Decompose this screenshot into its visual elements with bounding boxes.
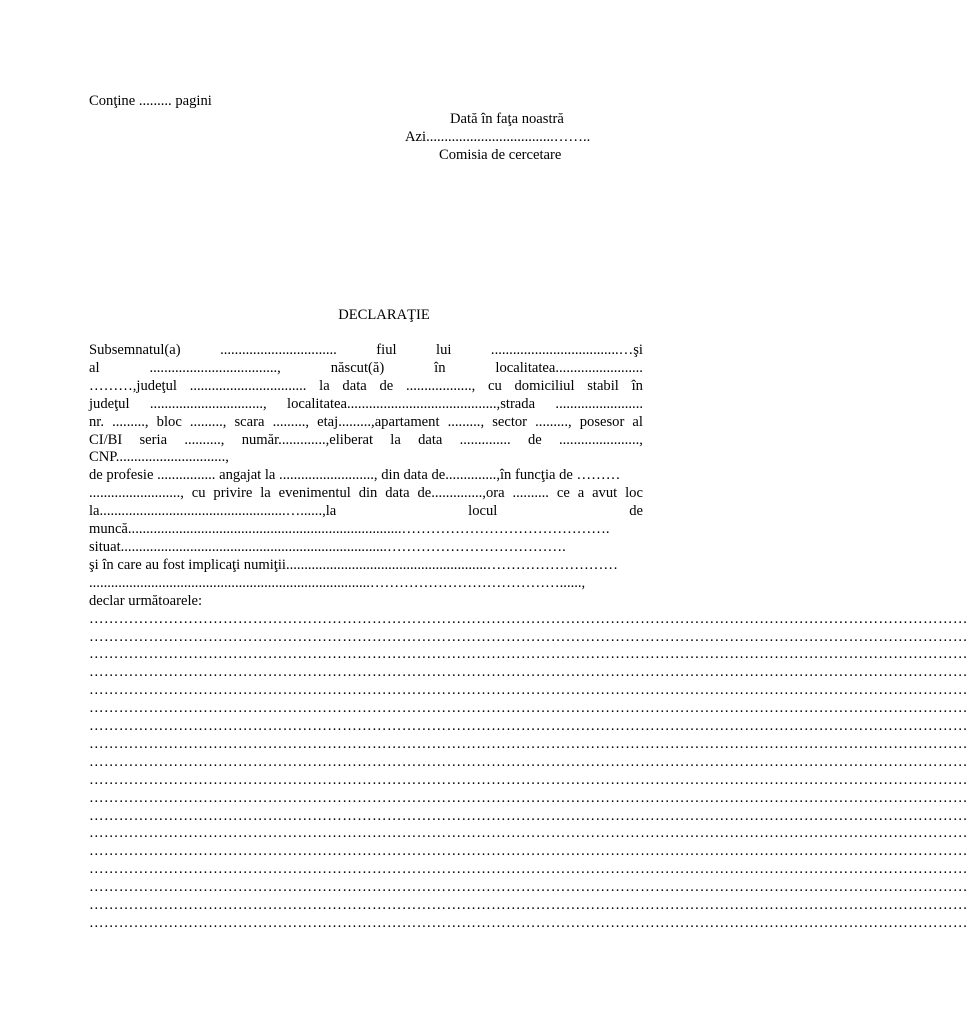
dotted-line: ……………………………………………………………………………………………………………………………………………………………	[89, 718, 968, 735]
dotted-line: ……………………………………………………………………………………………………………………………………………………………	[89, 735, 968, 752]
document-title: DECLARAŢIE	[338, 307, 430, 323]
body-line: de profesie ................ angajat la .........................., din data de..............,în funcţia de ………	[89, 467, 621, 484]
given-before-us-line: Dată în faţa noastră	[450, 111, 564, 127]
dotted-line: ……………………………………………………………………………………………………………………………………………………………	[89, 861, 968, 878]
dotted-line: ……………………………………………………………………………………………………………………………………………………………	[89, 682, 968, 699]
body-line: CI/BI seria .........., număr.............,eliberat la data .............. de ......................,	[89, 431, 643, 448]
dotted-line: ……………………………………………………………………………………………………………………………………………………………	[89, 807, 968, 824]
body-line: CNP..............................,	[89, 449, 229, 466]
dotted-line: ……………………………………………………………………………………………………………………………………………………………	[89, 700, 968, 717]
dotted-line: ……………………………………………………………………………………………………………………………………………………………	[89, 646, 968, 663]
body-line: ........................., cu privire la evenimentul din data de..............,ora .......... ce a avut loc	[89, 485, 643, 502]
body-line: ………,judeţul ................................ la data de .................., cu domiciliul stabil în	[89, 377, 643, 394]
dotted-line: ……………………………………………………………………………………………………………………………………………………………	[89, 879, 968, 896]
dotted-line: ……………………………………………………………………………………………………………………………………………………………	[89, 610, 968, 627]
dotted-line: ……………………………………………………………………………………………………………………………………………………………	[89, 897, 968, 914]
body-line: situat.........................................................................……………………………….	[89, 538, 566, 555]
dotted-line: ……………………………………………………………………………………………………………………………………………………………	[89, 664, 968, 681]
dotted-line: ……………………………………………………………………………………………………………………………………………………………	[89, 789, 968, 806]
page-count-line: Conţine ......... pagini	[89, 93, 212, 109]
body-line: Subsemnatul(a) ................................ fiul lui ...................................…şi	[89, 342, 643, 358]
dotted-line: ……………………………………………………………………………………………………………………………………………………………	[89, 843, 968, 860]
today-date-line: Azi...................................……..	[405, 129, 591, 145]
body-line: judeţul ..............................., localitatea.........................................,strada ........................	[89, 395, 643, 412]
body-line: muncă...........................................................................…………………………………….	[89, 521, 610, 538]
body-line: şi în care au fost implicaţi numiţii.......................................................………………………	[89, 556, 618, 573]
body-line: declar următoarele:	[89, 592, 203, 609]
body-line: al ..................................., născut(ă) în localitatea........................	[89, 359, 643, 376]
dotted-line: ……………………………………………………………………………………………………………………………………………………………	[89, 753, 968, 770]
dotted-line: ……………………………………………………………………………………………………………………………………………………………	[89, 915, 968, 931]
dotted-line: ……………………………………………………………………………………………………………………………………………………………	[89, 628, 968, 645]
committee-line: Comisia de cercetare	[439, 147, 562, 163]
body-line: nr. ........., bloc ........., scara ........., etaj.........,apartament ........., sector ........., posesor al	[89, 413, 643, 430]
declaration-body	[89, 342, 968, 933]
body-line: .............................................................................…………………………………......,	[89, 574, 586, 591]
dotted-line: ……………………………………………………………………………………………………………………………………………………………	[89, 825, 968, 842]
body-line: la...................................................…......,la locul de	[89, 503, 643, 520]
dotted-line: ……………………………………………………………………………………………………………………………………………………………	[89, 771, 968, 788]
